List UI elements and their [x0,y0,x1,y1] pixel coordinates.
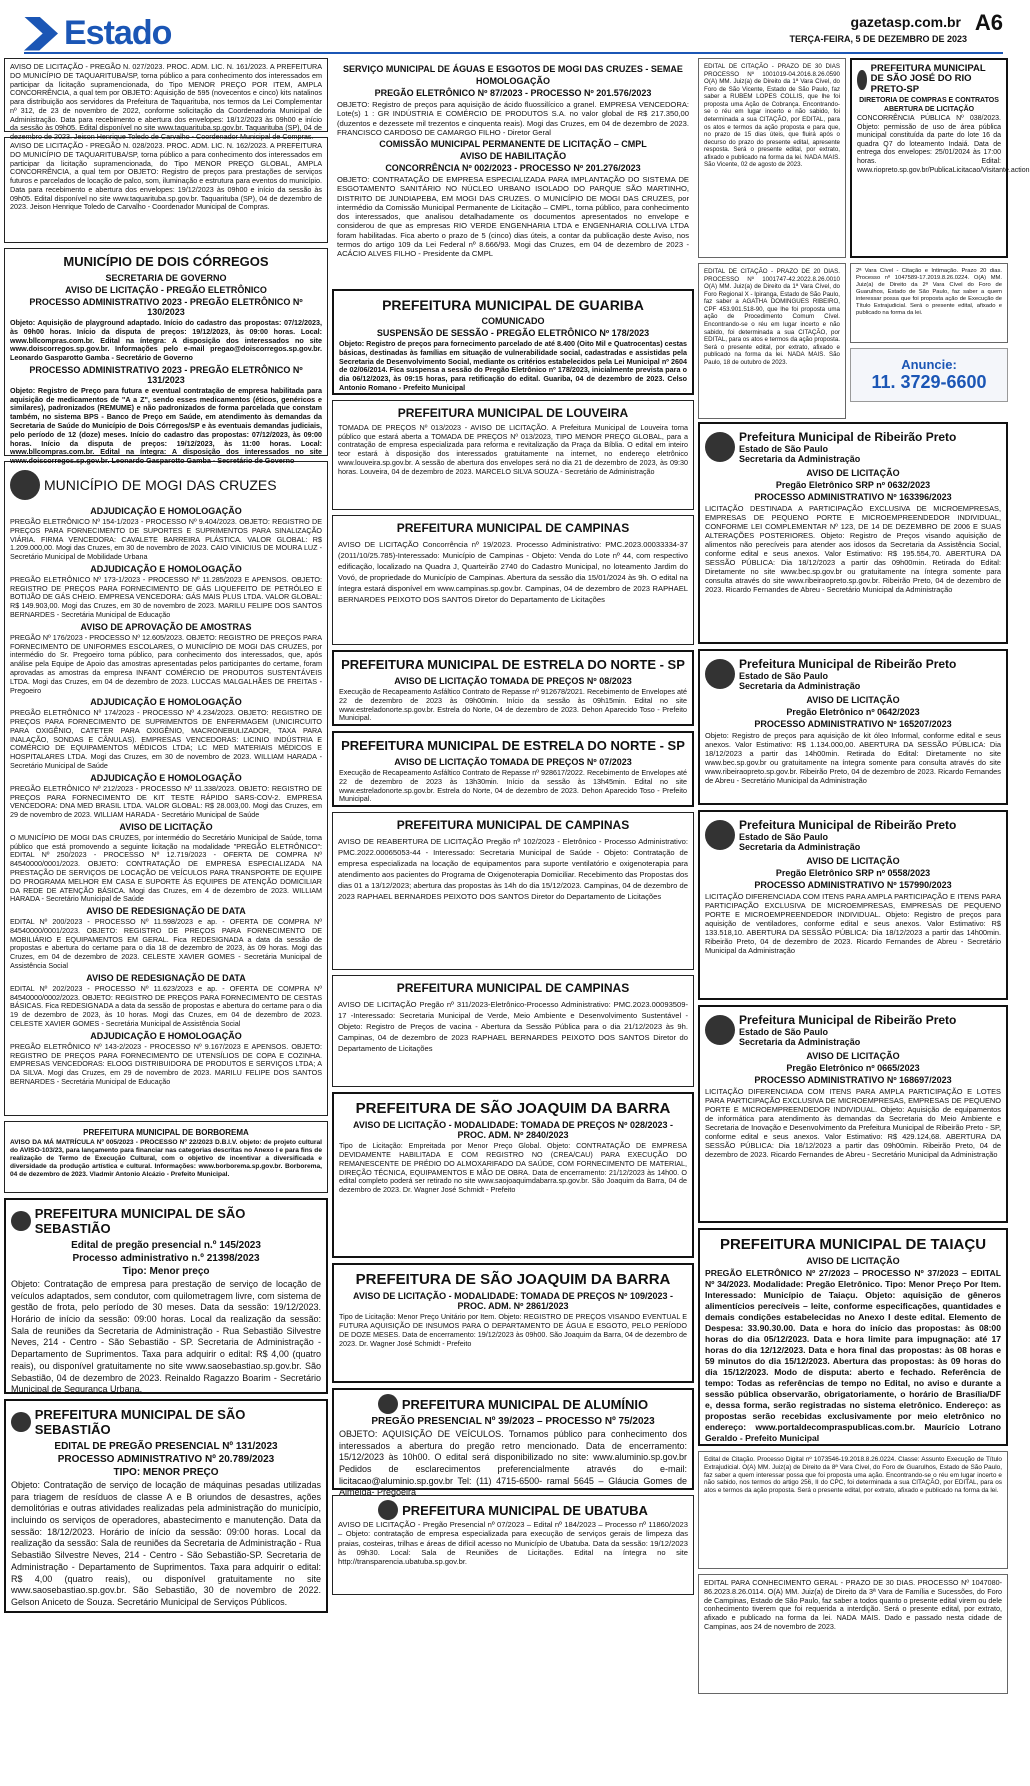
notice-text: PREGÃO ELETRÔNICO Nº 173-1/2023 - PROCESSO Nº 11.285/2023 E APENSOS. OBJETO: REGISTRO DE PREÇOS PARA FORNECIMENTO DE GÁS LIQUEFEITO DE PETRÓLEO E BOTIJÃO DE GÁS CHEIO. EMPRESA VENCEDORA: GÁS MAIS PLUS LTDA. VALOR GLOBAL: R$ 149.903,00. Mogi das Cruzes, em 30 de novembro de 2023. MARILU FELIPE DOS SANTOS BERNARDES - Secretária Municipal de Educação [10,574,322,620]
notice-title: PREFEITURA DE SÃO JOAQUIM DA BARRA [355,1100,671,1117]
coat-of-arms-icon [705,432,735,462]
notice-header [857,64,1001,95]
column-right-top [850,58,1030,402]
notice-heading: HOMOLOGAÇÃO [476,76,550,86]
notice-dept: Secretaria da Administração [739,1037,861,1047]
notice-text: OBJETO: AQUISIÇÃO DE VEÍCULOS. Tornamos público para conhecimento dos interessados a abertura do pregão retro mencionado. Data de encerramento: 15/12/2023 às 10h00. O edital será disponibilizado no site: www.aluminio.sp.gov.br Pedidos de esclarecimentos preferencialmente através do e-mail: licitacao@aluminio.sp.gov.br Tel: (11) 4715-6500- ramal 5645 – Gláucia Gomes de Almeida- Pregoeira [339,1429,687,1498]
notice-heading: AVISO DE LICITAÇÃO - PREGÃO ELETRÔNICO [65,284,267,295]
notice-process: PROCESSO ADMINISTRATIVO Nº 163396/2023 [754,492,952,502]
notice-sao-joaquim-da-barra-1 [332,1092,694,1258]
notice-text: O MUNICÍPIO DE MOGI DAS CRUZES, por intermédio do Secretário Municipal de Saúde, torna público que está promovendo a seguinte licitação na modalidade "PREGÃO ELETRÔNICO": EDITAL Nº 250/2023 - PROCESSO Nº 12.719/2023 - OFERTA DE COMPRA Nº 84540000/0001/2023. OBJETO: CONTRATAÇÃO DE EMPRESA ESPECIALIZADA NA PRESTAÇÃO DE SERVIÇOS DE LOCAÇÃO DE VEÍCULOS PARA TRANSPORTE DE EQUIPE DO PROGRAMA MELHOR EM CASA E SUPORTE ÀS EQUIPES DE ATENÇÃO DOMICILIAR DA REDE DE ATENÇÃO BÁSICA. Mogi das Cruzes, em 4 de dezembro de 2023. WILLIAM HARADA - Secretário Municipal de Saúde [10,832,322,904]
notice-aluminio [332,1388,694,1498]
notice-state: Estado de São Paulo [739,444,829,454]
notice-heading: PROCESSO ADMINISTRATIVO 2023 - PREGÃO ELETRÔNICO Nº 130/2023 [29,296,303,317]
notice-heading: AVISO DE LICITAÇÃO TOMADA DE PREÇOS Nº 08/2023 [394,675,632,686]
page-number: A6 [974,10,1003,35]
notice-title: PREFEITURA MUNICIPAL DE BORBOREMA [83,1128,249,1137]
notice-state: Estado de São Paulo [739,832,829,842]
notice-heading: ADJUDICAÇÃO E HOMOLOGAÇÃO [90,1030,242,1041]
notice-heading: PREGÃO ELETRÔNICO Nº 87/2023 - PROCESSO Nº 201.576/2023 [374,88,652,98]
notice-heading: COMISSÃO MUNICIPAL PERMANENTE DE LICITAÇÃO – CMPL [379,139,647,149]
newspaper-logo [24,14,171,53]
notice-estrela-do-norte-2 [332,731,694,807]
notice-title-block [739,1013,956,1047]
notice-title: PREFEITURA MUNICIPAL DE GUARIBA [382,297,644,313]
notice-title-block [739,818,956,852]
notice-number: Pregão Eletrônico SRP nº 0558/2023 [775,868,931,878]
notice-heading: ADJUDICAÇÃO E HOMOLOGAÇÃO [90,506,242,516]
notice-heading: AVISO DE LICITAÇÃO [806,856,900,866]
column-right-main [698,422,1008,1699]
notice-dept: Secretaria da Administração [739,842,861,852]
notice-header [705,816,1001,854]
notice-title: PREFEITURA MUNICIPAL DE CAMPINAS [396,981,630,995]
notice-text: AVISO DE LICITAÇÃO Pregão nº 311/2023-Eletrônico-Processo Administrativo: PMC.2023.00093509-17 -Interessado: Secretaria Municipal de Verde, Meio Ambiente e Desenvolvimento Sustentável - Objeto: Registro de Preços de vacina - Abertura da Sessão Pública para o dia 21/12/2023 às 9h. Campinas, 04 de dezembro de 2023 RAPHAEL BERNARDES PEIXOTO DOS SANTOS Diretor do Departamento de Licitações [338,999,688,1053]
logo-text: Estado [64,14,172,52]
column-judicial-left [698,58,846,424]
notice-number: Pregão Eletrônico nº 0642/2023 [786,707,920,717]
notice-text: TOMADA DE PREÇOS Nº 013/2023 - AVISO DE LICITAÇÃO. A Prefeitura Municipal de Louveira torna público que estará aberta a TOMADA DE PREÇOS Nº 013/2023, TIPO MENOR PREÇO GLOBAL, para a contratação de empresa especializada para reforma e revitalização da Praça da Bíblia. O edital em inteiro teor estará à disposição dos interessados gratuitamente na internet, no endereço eletrônico www.louveira.sp.gov.br. A sessão de abertura dos envelopes será no dia 21 de dezembro de 2023, às 09:30 horas. Louveira, 04 de dezembro de 2023. MARCELO SILVA SOUZA - Secretário de Administração [338,422,688,476]
notice-text: Objeto: Registro de preços para aquisição de kit óleo Informal, conforme edital e seus anexos. Valor Estimativo: R$ 1.134.000,00. ABERTURA DA SESSÃO PÚBLICA: Dia 18/12/2023 a partir das 14h00min. Retirada do Edital: Diretamente no site www.bec.sp.gov.br ou gratuitamente na íntegra somente para consulta através do site www.ribeiraopreto.sp.gov.br. Ribeirão Preto, 04 de dezembro de 2023. Ricardo Fernandes de Abreu - Secretário Municipal da Administração [705,731,1001,786]
notice-text: EDITAL DE CITAÇÃO - PRAZO DE 30 DIAS PROCESSO Nº 1001019-04.2016.8.26.0590 O(A) MM. Juiz(a) de Direito da 1ª Vara Cível, do Foro de São Vicente, Estado de São Paulo, faz saber a RUBEM LOPES COLLIS, que lhe foi proposta uma Ação de Cobrança. Encontrando-se o réu em lugar incerto e não sabido, foi determinada a sua CITAÇÃO, por EDITAL, para os atos e termos da ação proposta e para que, no prazo de 15 dias úteis, que fluirá após o decurso do prazo do presente edital, apresente resposta. Será o presente edital, por extrato, afixado e publicado na forma da lei. NADA MAIS. São Vicente, 02 de agosto de 2023. [704,63,840,169]
notice-title: MUNICÍPIO DE MOGI DAS CRUZES [44,477,277,493]
notice-text: Execução de Recapeamento Asfáltico Contrato de Repasse nº 928617/2022. Recebimento de Envelopes até 22 de dezembro de 2023 às 13h30min. Início da sessão às 13h45min. Edital no site www.estreladonorte.sp.gov.br. Estrela do Norte, 04 de dezembro de 2023. Dehon Aparecido Toso - Prefeito Municipal. [339,767,687,804]
notice-header [10,466,322,504]
notice-sao-sebastiao-1 [4,1198,328,1394]
notice-campinas-1 [332,515,694,645]
notice-text: AVISO DE LICITAÇÃO Concorrência nº 19/2023. Processo Administrativo: PMC.2023.00033334-37 (2011/10/25.785)-Interessado: Município de Campinas - Objeto: Venda do Lote nº 44, com respectivo edificação, localizado na Quadra J, Quarteirão 2740 do Cadastro Municipal, no loteamento Jardim do Vovó, de propriedade do Município de Campinas. Abertura da sessão dia 15/01/2024 às 9h. O edital na íntegra estará disponível em www.campinas.sp.gov.br. Campinas, 04 de dezembro de 2023 RAPHAEL BERNARDES PEIXOTO DOS SANTOS Diretor do Departamento de Licitações [338,539,688,604]
coat-of-arms-icon [705,820,735,850]
notice-heading: COMUNICADO [481,316,545,327]
notice-text: EDITAL Nº 200/2023 - PROCESSO Nº 11.598/2023 e ap. - OFERTA DE COMPRA Nº 84540000/0001/2023. OBJETO: REGISTRO DE PREÇOS PARA FORNECIMENTO DE MOBILIÁRIO E EQUIPAMENTOS EM GERAL. Fica REDESIGNADA a data da sessão de propostas e abertura do certame para o dia 18 de dezembro de 2023, às 09 horas. Mogi das Cruzes, em 04 de dezembro de 2023. CELESTE XAVIER GOMES - Secretária Municipal de Assistência Social [10,917,322,971]
notice-text: 2ª Vara Cível - Citação e Intimação. Prazo 20 dias. Processo nº 1047589-17.2019.8.26.0224. O(A) MM. Juiz(a) de Direito da 2ª Vara Cível do Foro de Guarulhos, Estado de São Paulo, faz saber a quem interessar possa que foi proposta ação de Execução de Título Extrajudicial. Será o presente edital, afixado e publicado na forma da lei. [856,268,1002,317]
notice-text: Tipo de Licitação: Empreitada por Menor Preço Global. Objeto: CONTRATAÇÃO DE EMPRESA DEVIDAMENTE HABILITADA E COM REGISTRO NO (CREA/CAU) PARA EXECUÇÃO DO REMANESCENTE DE PRÉDIO DO ALMOXARIFADO DA SAÚDE, COM FORNECIMENTO DE MATERIAL, DIREÇÃO TÉCNICA, EQUIPAMENTOS E MÃO DE OBRA. Data de encerramento: 21/12/2023 às 14h00. O edital completo poderá ser retirado no site www.saojoaquimdabarra.sp.gov.br. São Joaquim da Barra, 04 de dezembro de 2023. Dr. Wagner José Schmidt - Prefeito [339,1141,687,1195]
notice-heading: AVISO DE LICITAÇÃO [806,1256,900,1267]
notice-heading: DIRETORIA DE COMPRAS E CONTRATOS [859,97,999,105]
notice-heading: AVISO DE REDESIGNAÇÃO DE DATA [86,906,246,917]
page-header [0,0,1011,56]
notice-title: PREFEITURA MUNICIPAL DE UBATUBA [402,1502,648,1518]
notice-text: AVISO DE LICITAÇÃO - PREGÃO N. 028/2023. PROC. ADM. LIC. N. 162/2023. A PREFEITURA DO MUNICÍPIO DE TAQUARITUBA/SP, torna público a para conhecimento dos interessados em participar da licitação supramencionada, do Tipo MENOR PREÇO GLOBAL, AMPLA CONCORRÊNCIA, a qual tem por OBJETO: Registro de preços para prestações de serviços futuros e parcelados de locação de palco, som, iluminação e estrutura para eventos do município. Data para recebimento e abertura dos envelopes: 19/12/2023 às 09h00 e início da sessão às 09h05. Edital disponível no site www.taquarituba.sp.gov.br. Taquarituba (SP), 04 de dezembro de 2023. Jeison Henrique Toledo de Carvalho - Coordenador Municipal de Compras. [10,141,322,212]
notice-process: PROCESSO ADMINISTRATIVO Nº 165207/2023 [754,719,952,729]
notice-title: SERVIÇO MUNICIPAL DE ÁGUAS E ESGOTOS DE MOGI DAS CRUZES - SEMAE [343,64,683,74]
notice-heading: EDITAL DE PREGÃO PRESENCIAL Nº 131/2023 [54,1441,278,1452]
column-center [332,58,694,1600]
notice-judicial-2 [698,263,846,419]
notice-heading: AVISO DE LICITAÇÃO [119,821,213,832]
notice-ribeirao-preto-4 [698,1005,1008,1223]
notice-title-block [739,657,956,691]
notice-header [705,655,1001,693]
notice-campinas-3 [332,975,694,1087]
notice-ubatuba [332,1495,694,1595]
notice-heading: AVISO DE LICITAÇÃO - MODALIDADE: TOMADA DE PREÇOS Nº 109/2023 - PROC. ADM. Nº 2861/2023 [353,1291,673,1312]
notice-text: AVISO DE LICITAÇÃO - Pregão Presencial nº 07/2023 – Edital nº 184/2023 – Processo nº 11860/2023 – Objeto: contratação de empresa especializada para execução de serviços gerais de limpeza das praias, costeiras, trilhas e áreas de difícil acesso no Município de Ubatuba. Data da sessão: 19/12/2023 às 09h30. Local: Sala de Reuniões de Licitações. Edital na íntegra no site http://transparencia.ubatuba.sp.gov.br. [338,1520,688,1566]
notice-title-block [739,430,956,464]
notice-taquarituba-2 [4,137,328,243]
notice-text: Objeto: Aquisição de playground adaptado. Início do cadastro das propostas: 07/12/2023, às 09h00 horas. Início da disputa de preços: 19/12/2023, às 09:00 horas. Local: www.bllcompras.com.br. Edital na íntegra: A disposição dos interessados no site www.doiscorregos.sp.gov.br. Informações pelo e-mail pregao@doiscorregos.sp.gov.br. Leonardo Gasparotto Gamba - Secretário de Governo [10,317,322,363]
notice-judicial-3 [850,263,1008,343]
notice-heading: ADJUDICAÇÃO E HOMOLOGAÇÃO [90,697,242,708]
notice-text: OBJETO: Registro de preços para aquisição de ácido fluossilícico a granel. EMPRESA VENCEDORA: Lote(s) 1 : GR INDÚSTRIA E COMÉRCIO DE PRODUTOS S.A. no valor global de R$ 217.350,00 (duzentos e dezessete mil trezentos e cinquenta reais). Mogi das Cruzes, em 04 de dezembro de 2023. FRANCISCO CARDOSO DE CAMARGO FILHO - Diretor Geral [337,100,689,137]
notice-heading: Processo administrativo n.º 21398/2023 [72,1253,260,1264]
notice-heading: AVISO DE APROVAÇÃO DE AMOSTRAS [80,621,252,632]
notice-heading: CONCORRÊNCIA Nº 002/2023 - PROCESSO Nº 201.276/2023 [385,163,641,173]
notice-text: PREGÃO ELETRÔNICO Nº 154-1/2023 - PROCESSO Nº 9.404/2023. OBJETO: REGISTRO DE PREÇOS PARA FORNECIMENTO DE SUPORTES E SUPRIMENTOS PARA SINALIZAÇÃO VIÁRIA. FIRMA VENCEDORA: CAVALETE BARREIRA PLÁSTICA. VALOR GLOBAL: R$ 1.209.000,00. Mogi das Cruzes, em 30 de novembro de 2023. CAIO VINICIUS DE MOURA LUZ - Secretário Municipal de Mobilidade Urbana [10,517,322,562]
notice-heading: AVISO DE LICITAÇÃO [806,695,900,705]
notice-title: Prefeitura Municipal de Ribeirão Preto [739,657,957,671]
notice-semae [332,58,694,284]
notice-campinas-2 [332,812,694,970]
notice-text: Objeto: Contratação de empresa para prestação de serviço de locação de veículos adaptados, sem condutor, com quilometragem livre, com sistema de gestão de frota, pelo período de 30 meses. Data da sessão: 19/12/2023. Horário de início da sessão: 09:00 horas. Local da realização da sessão: Sala de reuniões da Secretaria de Administração - Rua Sebastião Silvestre Neves, 214 - Centro - São Sebastião - SP. Secretaria de Administração - Departamento de Suprimentos. Taxa para adquirir o edital: R$ 4,00 (quatro reais), ou disponível gratuitamente no site www.saosebastiao.sp.gov.br. São Sebastião, 04 de dezembro de 2023. Reinaldo Ragazzo Boarim - Secretário Municipal de Segurança Urbana. [11,1279,321,1395]
notice-title: PREFEITURA MUNICIPAL DE CAMPINAS [396,521,630,535]
coat-of-arms-icon [705,659,735,689]
notice-dept: Secretaria da Administração [739,454,861,464]
notice-dept: Secretaria da Administração [739,681,861,691]
notice-louveira [332,400,694,510]
notice-text: PREGÃO ELETRÔNICO Nº 143-2/2023 - PROCESSO Nº 9.167/2023 E APENSOS. OBJETO: REGISTRO DE PREÇOS PARA FORNECIMENTO DE UTENSÍLIOS DE COPA E COZINHA. EMPRESAS VENCEDORAS: ELOOG DISTRIBUIDORA DE PRODUTOS E SERVIÇOS LTDA; A DA SILVA. Mogi das Cruzes, em 29 de novembro de 2023. MARILU FELIPE DOS SANTOS BERNARDES - Secretária Municipal de Educação [10,1041,322,1086]
notice-text: PREGÃO Nº 176/2023 - PROCESSO Nº 12.605/2023. OBJETO: REGISTRO DE PREÇOS PARA FORNECIMENTO DE UNIFORMES ESCOLARES, O MUNICÍPIO DE MOGI DAS CRUZES, por intermédio do Sr. Pregoeiro torna público, para conhecimento dos interessados, que, após análise pela Equipe de Apoio das amostras apresentadas pelos participantes do certame, foram aprovadas as amostras da empresa INFANT COMÉRCIO DE PRODUTOS SUSTENTÁVEIS LTDA. Mogi das Cruzes, em 04 de dezembro de 2023. LUCCAS MALGALHÃES DE FREITAS - Pregoeiro [10,632,322,695]
notice-header [11,1204,321,1238]
notice-text: PREGÃO ELETRÔNICO Nº 174/2023 - PROCESSO Nº 4.234/2023. OBJETO: REGISTRO DE PREÇOS PARA FORNECIMENTO DE SUPRIMENTOS DE ENFERMAGEM (UNICIRCUITO PARA OXIGÊNIO, CATETER PARA OXIGÊNIO, MACRONEBULIZADOR, TAXA PARA INALAÇÃO, SONDAS E CÂNULAS). EMPRESAS VENCEDORAS: LICINIO INDÚSTRIA E COMÉRCIO DE EQUIPAMENTOS MÉDICOS LTDA; LC MED MATERIAIS MÉDICOS E HOSPITALARES LTDA. Mogi das Cruzes, em 30 de novembro de 2023. WILLIAM HARADA - Secretário Municipal de Saúde [10,708,322,770]
notice-heading: AVISO DE LICITAÇÃO [806,1051,900,1061]
notice-text: AVISO DE REABERTURA DE LICITAÇÃO Pregão nº 102/2023 - Eletrônico - Processo Administrativo: PMC.2022.00065053-44 - Interessado: Secretaria Municipal de Saúde - Objeto: Contratação de empresa especializada na locação de equipamentos para suporte ventilatório e oxigenoterapia para atendimento aos pacientes do Programa de Oxigenoterapia Domiciliar. Recebimento das Propostas dos dias 01 a 13/12/2023; abertura das propostas às 14h do dia 15/12/2023. Campinas, 04 de dezembro de 2023 RAPHAEL BERNARDES PEIXOTO DOS SANTOS Diretor do Departamento de Licitações [338,836,688,901]
notice-number: Pregão Eletrônico SRP nº 0632/2023 [775,480,931,490]
notice-text: CONCORRÊNCIA PÚBLICA Nº 038/2023. Objeto: permissão de uso de área pública municipal constituída da parte do lote 16 da quadra Q7 do loteamento Indaiá. Data de entrega dos envelopes: 25/01/2024 às 17:00 horas. Edital: www.riopreto.sp.gov.br/PublicaLicitacao/Visitante.action [857,115,1030,174]
notice-title: PREFEITURA MUNICIPAL DE CAMPINAS [396,818,630,832]
notice-text: EDITAL DE CITAÇÃO - PRAZO DE 20 DIAS. PROCESSO Nº 1001747-42.2022.8.26.0010 O(A) MM. Juiz(a) de Direito da 1ª Vara Cível, do Foro Regional X - Ipiranga, Estado de São Paulo, faz saber a AGATHA DOMINGUES RIBEIRO, CPF 453.901.518-90, que lhe foi proposta uma ação de Procedimento Comum Cível. Encontrando-se o réu em lugar incerto e não sabido, foi determinada a sua CITAÇÃO, por EDITAL, para os atos e termos da ação proposta. Será o presente edital, por extrato, afixado e publicado na forma da lei. NADA MAIS. São Paulo, 18 de outubro de 2023. [704,268,840,366]
notice-taquarituba-1 [4,58,328,142]
logo-arrow-icon [24,17,58,51]
coat-of-arms-icon [705,1015,735,1045]
notice-text: Objeto: Contratação de serviço de locação de máquinas pesadas utilizadas para triagem de resíduos de classe A e B oriundos de desastres, ações demolitórias e outras atividades realizadas pela administração do município, incluindo os serviços de operadores, abastecimento e manutenção. Data da sessão: 18/12/2023. Horário de início da sessão: 09:00 horas. Local da realização da sessão: Sala de reuniões da Secretaria de Administração - Rua Sebastião Silvestre Neves, 214 - Centro - São Sebastião-SP. Secretaria de Administração - Departamento de Suprimentos. Taxa para adquirir o edital: R$ 4,00 (quatro reais), ou disponível gratuitamente no site www.saosebastiao.sp.gov.br. São Sebastião, 30 de novembro de 2022. Gelson Aniceto de Souza. Secretário Municipal de Serviços Públicos. [11,1480,321,1607]
notice-guariba [332,289,694,395]
notice-title: PREFEITURA MUNICIPAL DE ALUMÍNIO [401,1396,649,1412]
notice-title: PREFEITURA MUNICIPAL DE LOUVEIRA [397,406,629,420]
coat-of-arms-icon [378,1394,398,1414]
notice-heading: PREGÃO PRESENCIAL Nº 39/2023 – PROCESSO Nº 75/2023 [371,1416,655,1427]
notice-judicial-4 [698,1451,1008,1569]
notice-title: Prefeitura Municipal de Ribeirão Preto [739,818,957,832]
notice-title: Prefeitura Municipal de Ribeirão Preto [739,1013,957,1027]
date-line: TERÇA-FEIRA, 5 DE DEZEMBRO DE 2023 [789,34,967,44]
notice-heading: AVISO DE LICITAÇÃO [806,468,900,478]
notice-sao-jose-do-rio-preto [850,58,1030,258]
column-left [4,58,328,1618]
notice-heading: ABERTURA DE LICITAÇÃO [883,106,975,114]
notice-ribeirao-preto-1 [698,422,1008,644]
notice-text: AVISO DE LICITAÇÃO - PREGÃO N. 027/2023. PROC. ADM. LIC. N. 161/2023. A PREFEITURA DO MUNICÍPIO DE TAQUARITUBA/SP, torna público a para conhecimento dos interessados em participar da licitação supramencionada, do Tipo MENOR PREÇO POR ITEM, AMPLA CONCORRÊNCIA, a qual tem por OBJETO: Aquisição de 595 (novecentos e cinco) kits natalinos para distribuição aos servidores da Prefeitura de Taquarituba, nos termos da Lei Complementar nº 312, de 23 de novembro de 2022, conforme solicitação da Coordenadoria Municipal de Administração. Data para recebimento e abertura dos envelopes: 18/12/2023 às 09h00 e início da sessão às 09h05. Edital disponível no site www.taquarituba.sp.gov.br. Taquarituba (SP), 04 de dezembro de 2023. Jeison Henrique Toledo de Carvalho - Coordenador Municipal de Compras. [10,62,322,142]
notice-state: Estado de São Paulo [739,671,829,681]
notice-ribeirao-preto-3 [698,810,1008,1000]
notice-title: PREFEITURA MUNICIPAL DE SÃO SEBASTIÃO [34,1206,246,1236]
notice-heading: Tipo: Menor preço [122,1266,210,1277]
site-url: gazetasp.com.br [850,14,961,30]
notice-mogi-das-cruzes [4,461,328,1116]
notice-title: Prefeitura Municipal de Ribeirão Preto [739,430,957,444]
notice-title: PREFEITURA MUNICIPAL DE ESTRELA DO NORTE - SP [341,657,685,672]
notice-text: OBJETO: CONTRATAÇÃO DE EMPRESA ESPECIALIZADA PARA IMPLANTAÇÃO DO SISTEMA DE ESGOTAMENTO SANITÁRIO NO NÚCLEO URBANO ISOLADO DO PARQUE SÃO MARTINHO, DISTRITO DE JUNDIAPEBA, EM MOGI DAS CRUZES. O MUNICÍPIO DE MOGI DAS CRUZES, por intermédio da Comissão Municipal Permanente de Licitação – CMPL, torna público, para conhecimento dos interessados, que analisou detalhadamente os documentos apresentados no envelope e considerou de que as empresas RIO VERDE ENGENHARIA LTDA e ENGENHARIA COLLIVA LTDA foram habilitadas. Fica aberto o prazo de 5 (cinco) dias úteis, a contar da publicação deste Aviso, nos termos do artigo 109 da Lei Federal nº 8.666/93. Mogi das Cruzes, em 04 de dezembro de 2023 - ACÁCIO ALVES FILHO - Presidente da CMPL [337,175,689,258]
notice-title: PREFEITURA DE SÃO JOAQUIM DA BARRA [355,1271,671,1288]
advertise-label: Anuncie: [901,357,957,372]
coat-of-arms-icon [857,70,867,90]
advertise-box[interactable] [850,348,1008,402]
notice-heading: ADJUDICAÇÃO E HOMOLOGAÇÃO [90,563,242,574]
advertise-phone[interactable]: 11. 3729-6600 [871,372,987,392]
coat-of-arms-icon [378,1500,398,1520]
notice-borborema [4,1121,328,1193]
notice-text: EDITAL Nº 202/2023 - PROCESSO Nº 11.623/2023 e ap. - OFERTA DE COMPRA Nº 84540000/0002/2023. OBJETO: REGISTRO DE PREÇOS PARA FORNECIMENTO DE CESTAS BÁSICAS. Fica REDESIGNADA a data da sessão de propostas e abertura do certame para o dia 19 de dezembro de 2023, às 10 horas. Mogi das Cruzes, em 04 de dezembro de 2023. CELESTE XAVIER GOMES - Secretária Municipal de Assistência Social [10,983,322,1028]
notice-judicial-1 [698,58,846,258]
notice-text: EDITAL PARA CONHECIMENTO GERAL - PRAZO DE 30 DIAS. PROCESSO Nº 1047080-86.2023.8.26.0114. O(A) MM. Juiz(a) de Direito da 3ª Vara de Família e Sucessões, do Foro de Campinas, Estado de São Paulo, faz saber a todos quanto o presente edital virem ou dele conhecimento tiverem que foi requerida a interdição. Será o presente edital, por extrato, afixado e publicado na forma da lei. NADA MAIS. Dado e passado nesta cidade de Campinas, aos 24 de novembro de 2023. [704,1578,1002,1631]
notice-dois-corregos [4,248,328,466]
notice-heading: AVISO DE LICITAÇÃO - MODALIDADE: TOMADA DE PREÇOS Nº 028/2023 - PROC. ADM. Nº 2840/2023 [353,1120,673,1141]
notice-text: Tipo de Licitação: Menor Preço Unitário por Item. Objeto: REGISTRO DE PREÇOS VISANDO EVENTUAL E FUTURA AQUISIÇÃO DE INSUMOS PARA O DEPARTAMENTO DE ÁGUA E ESGOTO, PELO PERÍODO DE DOZE MESES. Data de encerramento: 19/12/2023 às 09h00. São Joaquim da Barra, 04 de dezembro de 2023. Dr. Wagner José Schmidt - Prefeito [339,1312,687,1348]
coat-of-arms-icon [11,1412,31,1432]
notice-ribeirao-preto-2 [698,649,1008,805]
notice-heading: AVISO DE REDESIGNAÇÃO DE DATA [86,972,246,983]
notice-process: PROCESSO ADMINISTRATIVO Nº 168697/2023 [754,1075,952,1085]
notice-text: Objeto: Registro de preços para fornecimento parcelado de até 8.400 (Oito Mil e Quatrocentas) cestas básicas, destinadas às famílias em situação de vulnerabilidade social, cadastradas e assistidas pela Secretaria de Desenvolvimento Social, mediante os critérios estabelecidos pela Lei Municipal nº 2604 de 02/06/2014. Fica suspensa a sessão do Pregão Eletrônico nº 178/2023, inicialmente prevista para o dia 06/12/2023, às 09:15 horas, para retificação do edital. Guariba, 04 de dezembro de 2023. Celso Antonio Romano - Prefeito Municipal [339,339,687,392]
notice-title: PREFEITURA MUNICIPAL DE TAIAÇU [719,1236,987,1253]
notice-judicial-5 [698,1574,1008,1694]
notice-heading: SUSPENSÃO DE SESSÃO - PREGÃO ELETRÔNICO Nº 178/2023 [376,328,650,339]
notice-text: LICITAÇÃO DESTINADA A PARTICIPAÇÃO EXCLUSIVA DE MICROEMPRESAS, EMPRESAS DE PEQUENO PORTE E MICROEMPREENDEDOR INDIVIDUAL, CONFORME LEI COMPLEMENTAR Nº 123, DE 14 DE DEZEMBRO DE 2006 E SUAS ALTERAÇÕES POSTERIORES. Objeto: Registro de Preços visando aquisição de alimentos não perecíveis para atender aos idosos da Secretaria da Assistência Social, conforme edital e seus anexos. Valor Estimativo: R$ 195.554,70. ABERTURA DA SESSÃO PÚBLICA: Dia 18/12/2023 a partir das 09h00min. Retirada do Edital: Diretamente no site www.bec.sp.gov.br ou gratuitamente na íntegra somente para consulta através do site www.ribeiraopreto.sp.gov.br. Ribeirão Preto, 04 de dezembro de 2023. Ricardo Fernandes de Abreu - Secretário Municipal da Administração [705,504,1001,595]
notice-heading: PROCESSO ADMINISTRATIVO Nº 20.789/2023 [57,1454,275,1465]
notice-sao-sebastiao-2 [4,1399,328,1613]
notice-text: Execução de Recapeamento Asfáltico Contrato de Repasse nº 912678/2021. Recebimento de Envelopes até 22 de dezembro de 2023 às 09h00min. Início da sessão às 09h15min. Edital no site www.estreladonorte.sp.gov.br. Estrela do Norte, 04 de dezembro de 2023. Dehon Aparecido Toso - Prefeito Municipal. [339,686,687,723]
notice-header [705,428,1001,466]
notice-taiacu [698,1228,1008,1446]
notice-title: MUNICÍPIO DE DOIS CÓRREGOS [63,254,269,269]
notice-header [338,1500,688,1520]
notice-heading: AVISO DE HABILITAÇÃO [459,151,567,161]
notice-state: Estado de São Paulo [739,1027,829,1037]
notice-header [705,1011,1001,1049]
notice-text: AVISO DA MÁ MATRÍCULA Nº 005/2023 - PROCESSO Nº 22/2023 D.B.I.V. objeto: de projeto cultural do AVISO-103/23, para lançamento para financiar nas categorias descritas no Anexo I e para fins de realização de Termo de Execução Cultural, com o objetivo de incentivar a diversificada e diversidade da produção artística e cultural. Informações: www.borborema.sp.gov.br. Borborema, 04 de dezembro de 2023. Vladmir Antonio Alcázio - Prefeito Municipal. [10,1139,322,1179]
notice-text: PREGÃO ELETRÔNICO Nº 212/2023 - PROCESSO Nº 11.338/2023. OBJETO: REGISTRO DE PREÇOS PARA FORNECIMENTO DE KIT TESTE RÁPIDO SARS-COV-2. EMPRESA VENCEDORA: DNA MED BRASIL LTDA. VALOR GLOBAL: R$ 28.003,00. Mogi das Cruzes, em 29 de novembro de 2023. WILLIAM HARADA - Secretário Municipal de Saúde [10,783,322,820]
notice-process: PROCESSO ADMINISTRATIVO Nº 157990/2023 [754,880,952,890]
notice-sao-joaquim-da-barra-2 [332,1263,694,1383]
notice-heading: AVISO DE LICITAÇÃO TOMADA DE PREÇOS Nº 07/2023 [394,756,632,767]
notice-text: PREGÃO ELETRÔNICO Nº 27/2023 – PROCESSO Nº 37/2023 – EDITAL Nº 34/2023. Modalidade: Pregão Eletrônico. Tipo: Menor Preço Por Item. Interessado: Município de Taiaçu. Objeto: aquisição de gêneros alimentícios perecíveis – leite, conforme especificações, quantidades e demais condições estabelecidas no Anexo I deste edital. Elemento de Despesa: 33.90.30.00. Data e hora do início das propostas: às 08:00 horas do dia 05/12/2023. Data e hora limite para impugnação: até 17 horas do dia 12/12/2023. Data e hora final das propostas: às 08 horas e 59 minutos do dia 15/12/2023. Abertura das propostas: às 09 horas do dia 15/12/2023. Modo de disputa: aberto e fechado. Referência de tempo: Todas as referências de tempo no Edital, no aviso e durante a sessão pública observarão, obrigatoriamente, o horário de Brasília/DF e, dessa forma, serão registradas no sistema eletrônico. Endereço: as propostas serão recebidas exclusivamente por meio eletrônico no endereço: www.portaldecompraspublicas.com.br. Maurício Lotrano Geraldo - Prefeito Municipal [705,1268,1001,1444]
notice-text: Edital de Citação. Processo Digital nº 1073546-19.2018.8.26.0224. Classe: Assunto Execução de Título Extrajudicial. O(A) MM. Juiz(a) de Direito da 8ª Vara Cível, do Foro de Guarulhos, Estado de São Paulo, faz saber a quem interessar possa que foi proposta uma ação. Encontrando-se o réu em lugar incerto e não sabido, nos termos do artigo 256, II do CPC, foi determinada a sua CITAÇÃO, por EDITAL, para os atos e termos da ação proposta. Será o presente edital, por extrato, afixado e publicado na forma da lei. [704,1456,1002,1495]
notice-text: LICITAÇÃO DIFERENCIADA COM ITENS PARA AMPLA PARTICIPAÇÃO E LOTES PARA PARTICIPAÇÃO EXCLUSIVA DE MICROEMPRESAS, EMPRESAS DE PEQUENO PORTE E MICROEMPREENDEDOR INDIVIDUAL. Objeto: Aquisição de equipamentos de informática para atendimento às demandas da Secretaria do Meio Ambiente e Secretaria de Inovação e Desenvolvimento da Prefeitura Municipal de Ribeirão Preto - SP, conforme edital e seus anexos. Valor Estimativo: R$ 429.124,68. ABERTURA DA SESSÃO PÚBLICA: Dia 18/12/2023 a partir das 09h00min. Ribeirão Preto, 04 de dezembro de 2023. Ricardo Fernandes de Abreu - Secretário Municipal da Administração [705,1087,1001,1160]
notice-title: PREFEITURA MUNICIPAL DE SÃO SEBASTIÃO [34,1407,246,1437]
notice-text: LICITAÇÃO DIFERENCIADA COM ITENS PARA AMPLA PARTICIPAÇÃO E ITENS PARA PARTICIPAÇÃO EXCLUSIVA DE MICROEMPRESAS, EMPRESAS DE PEQUENO PORTE E MICROEMPREENDEDOR INDIVIDUAL. Objeto: Registro de preços para aquisição de ventiladores, conforme edital e seus anexos. Valor Estimativo: R$ 133.518,10. ABERTURA DA SESSÃO PÚBLICA: Dia 18/12/2023 a partir das 14h00min. Ribeirão Preto, 04 de dezembro de 2023. Ricardo Fernandes de Abreu - Secretário Municipal da Administração [705,892,1001,956]
coat-of-arms-icon [11,1211,31,1231]
notice-heading: ADJUDICAÇÃO E HOMOLOGAÇÃO [90,772,242,783]
notice-text: Objeto: Registro de Preço para futura e eventual contratação de empresa habilitada para aquisição de medicamentos de "A a Z", sendo esses medicamentos (éticos, genéricos e similares), padronizados (REMUME) e não padronizados de forma parcelada que constam também, no sistema BPS - Banco de Preço em Saúde, em atendimento às demandas da Secretaria de Saúde do Município de Dois Córregos/SP e às eventuais demandas judiciais, pelo período de 12 (doze) meses. Início do cadastro das propostas: 07/12/2023, às 09:00 horas. Início da disputa de preços: 19/12/2023, às 11:00 horas. Local: www.bllcompras.com.br. Edital na íntegra: A disposição dos interessados no site www.doiscorregos.sp.gov.br. Leonardo Gasparotto Gamba - Secretário de Governo [10,385,322,466]
notice-heading: TIPO: MENOR PREÇO [113,1467,219,1478]
notice-title: PREFEITURA MUNICIPAL DE SÃO JOSÉ DO RIO PRETO-SP [870,63,986,95]
notice-number: Pregão Eletrônico nº 0665/2023 [786,1063,920,1073]
header-rule [24,52,1003,54]
notice-heading: PROCESSO ADMINISTRATIVO 2023 - PREGÃO ELETRÔNICO Nº 131/2023 [29,364,303,385]
coat-of-arms-icon [10,470,40,500]
notice-header [339,1394,687,1414]
notice-heading: Edital de pregão presencial n.º 145/2023 [71,1240,261,1251]
notice-header [11,1405,321,1439]
notice-estrela-do-norte-1 [332,650,694,726]
notice-subtitle: SECRETARIA DE GOVERNO [105,272,227,283]
notice-title: PREFEITURA MUNICIPAL DE ESTRELA DO NORTE - SP [341,738,685,753]
